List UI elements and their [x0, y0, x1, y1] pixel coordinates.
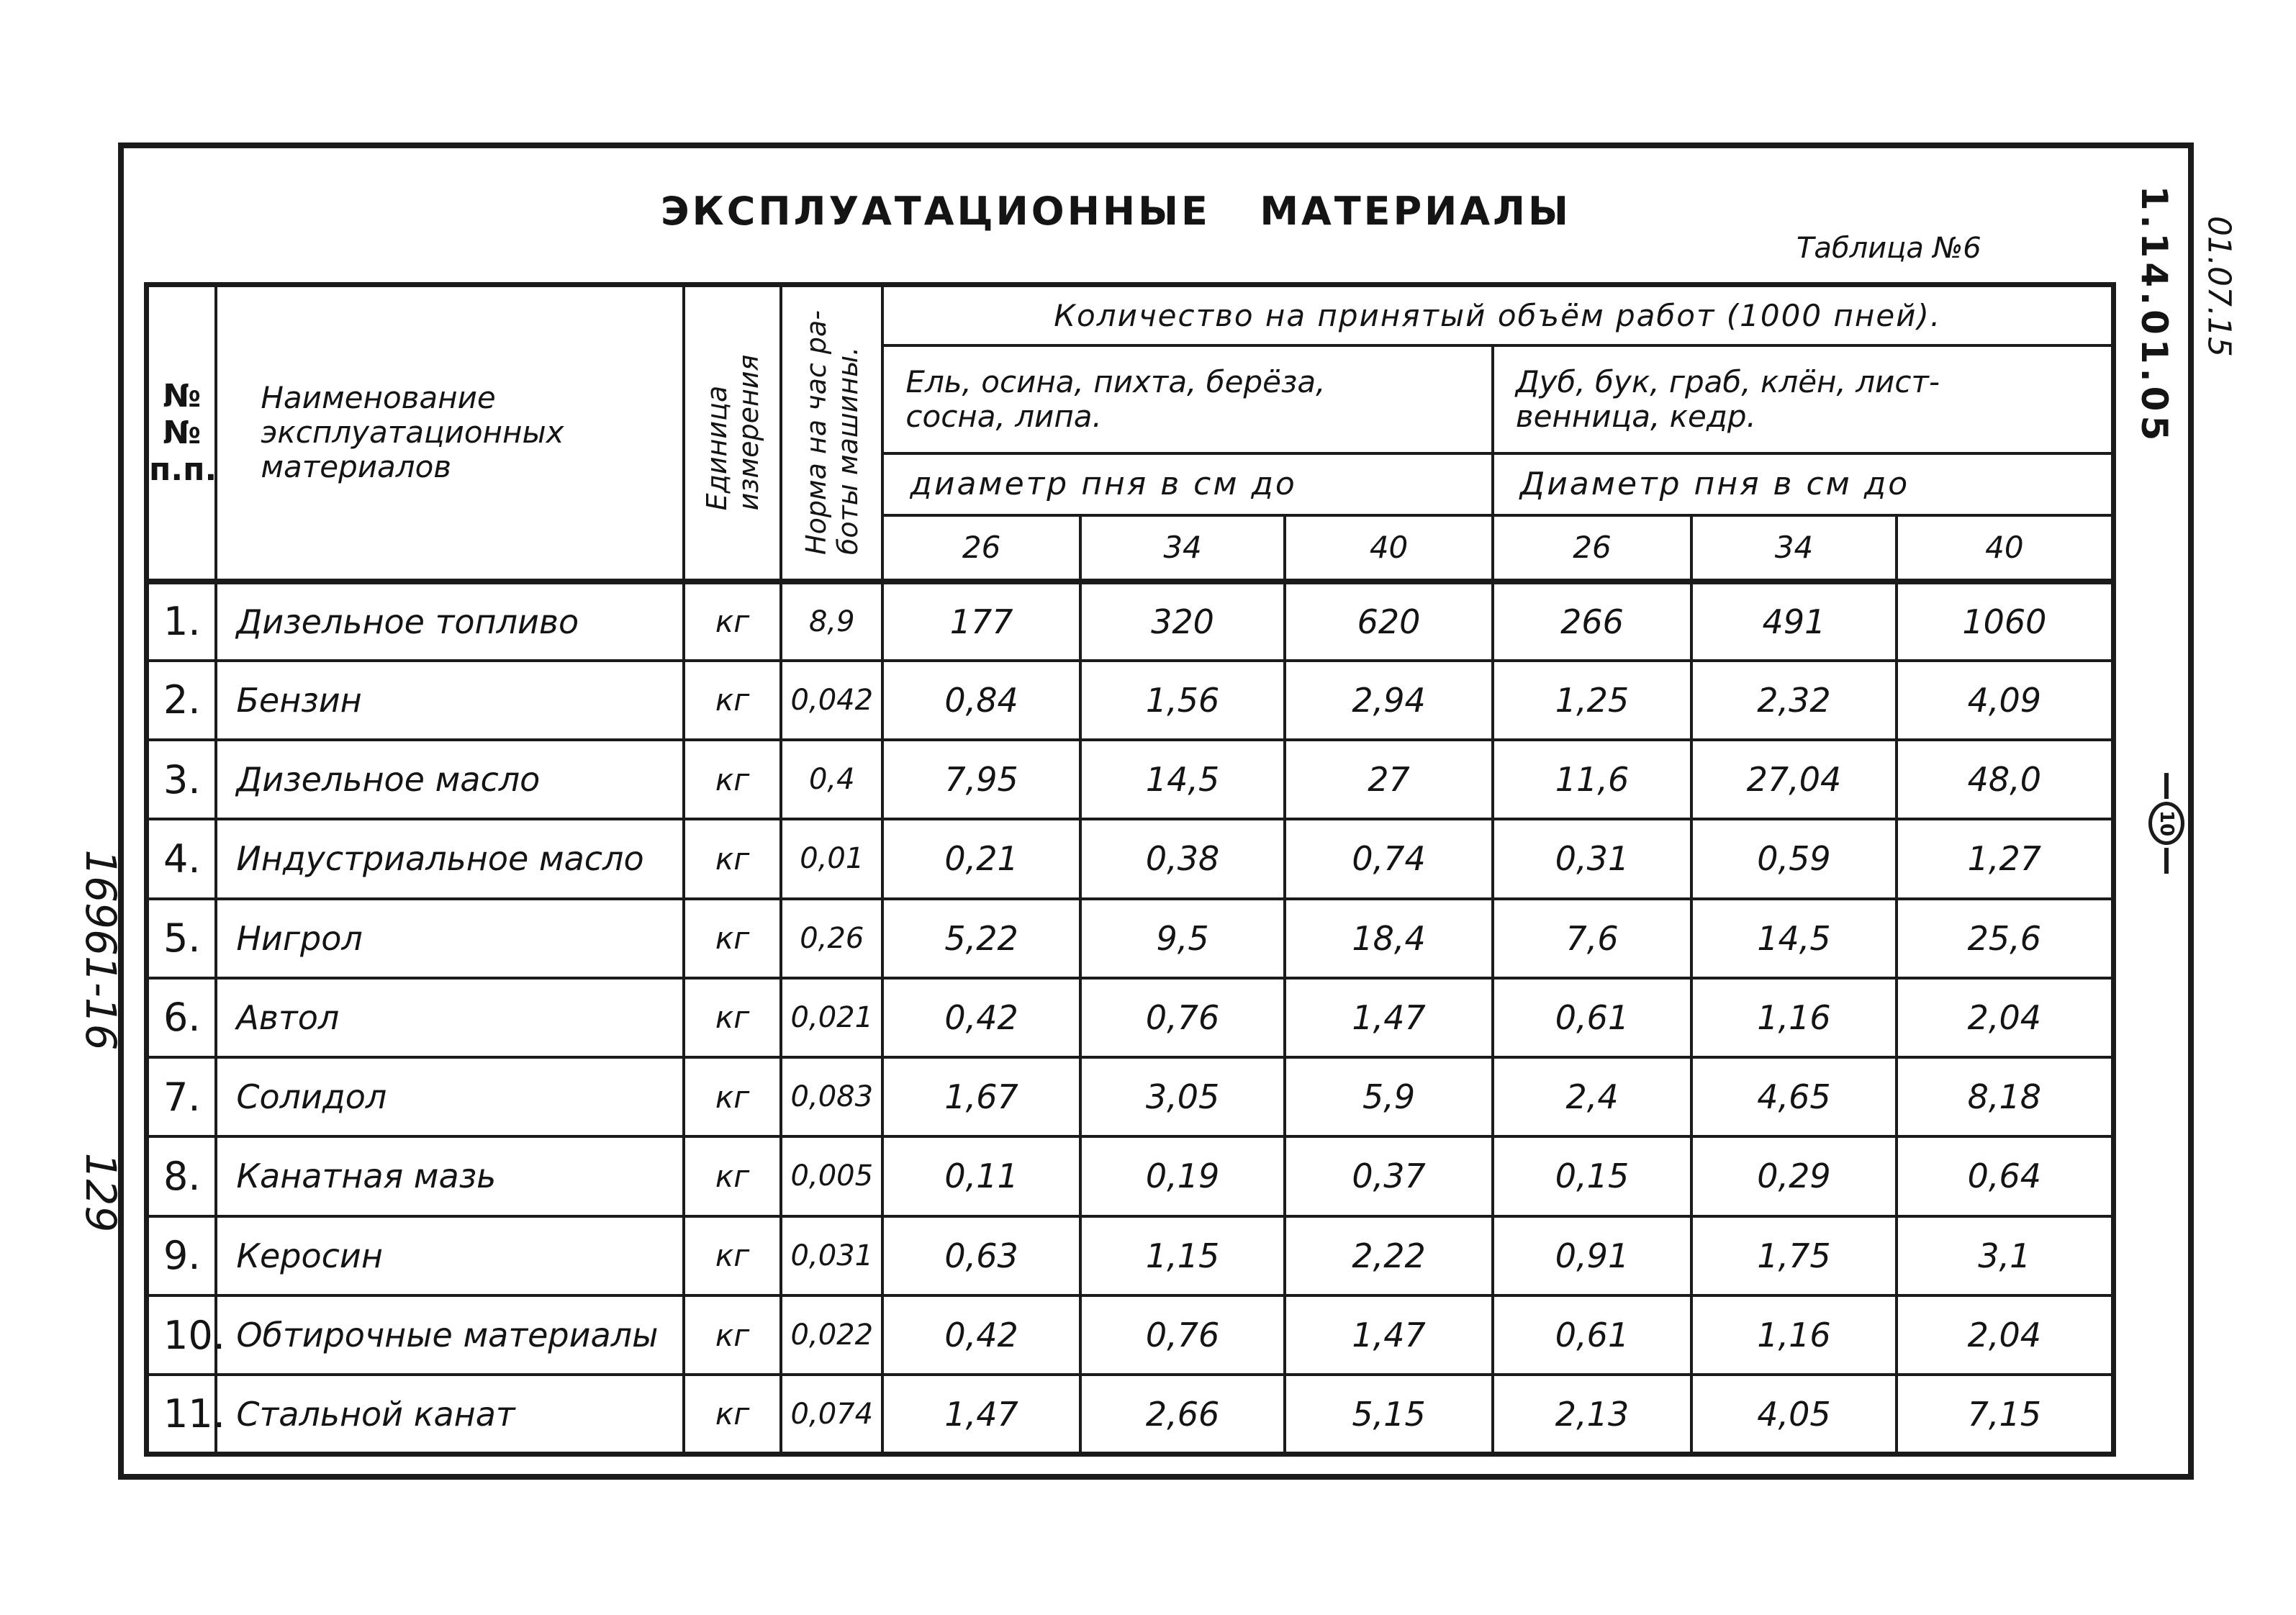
unit-cell: кг	[684, 819, 781, 898]
document-date	[2194, 186, 2244, 387]
unit-cell: кг	[684, 661, 781, 740]
table-row	[147, 582, 2114, 661]
material-name: Солидол	[216, 1057, 684, 1136]
quantity-cell: 0,31	[1493, 819, 1691, 898]
table-row	[147, 1136, 2114, 1216]
quantity-cell: 18,4	[1285, 899, 1493, 978]
quantity-cell: 2,4	[1493, 1057, 1691, 1136]
table-label: Таблица №6	[1796, 232, 1981, 265]
document-code	[2129, 186, 2179, 445]
quantity-cell: 1,16	[1691, 978, 1896, 1057]
quantity-cell: 0,42	[882, 1295, 1080, 1375]
quantity-cell: 14,5	[1691, 899, 1896, 978]
quantity-cell: 177	[882, 582, 1080, 661]
quantity-cell: 3,05	[1080, 1057, 1285, 1136]
unit-cell: кг	[684, 1136, 781, 1216]
document-title: ЭКСПЛУАТАЦИОННЫЕ МАТЕРИАЛЫ	[661, 189, 1571, 234]
norm-cell: 0,4	[781, 740, 882, 819]
header-unit	[684, 285, 781, 582]
norm-cell: 0,083	[781, 1057, 882, 1136]
quantity-cell: 0,59	[1691, 819, 1896, 898]
sheet-mark-line-top	[2164, 773, 2169, 799]
quantity-cell: 4,09	[1897, 661, 2114, 740]
table-row	[147, 978, 2114, 1057]
row-number: 8.	[147, 1136, 217, 1216]
norm-cell: 0,042	[781, 661, 882, 740]
quantity-cell: 2,94	[1285, 661, 1493, 740]
quantity-cell: 48,0	[1897, 740, 2114, 819]
material-name: Автол	[216, 978, 684, 1057]
sheet-mark-circle	[2148, 802, 2184, 845]
sheet-mark-line-bottom	[2164, 848, 2169, 874]
header-diameter-softwood: диаметр пня в см до	[882, 453, 1492, 515]
quantity-cell: 5,9	[1285, 1057, 1493, 1136]
unit-cell: кг	[684, 899, 781, 978]
table-row	[147, 1057, 2114, 1136]
unit-cell: кг	[684, 1375, 781, 1454]
norm-cell: 0,01	[781, 819, 882, 898]
quantity-cell: 7,6	[1493, 899, 1691, 978]
table-row	[147, 899, 2114, 978]
table-row	[147, 661, 2114, 740]
quantity-cell: 2,22	[1285, 1216, 1493, 1295]
header-number: №№ п.п.	[147, 285, 217, 582]
norm-cell: 0,021	[781, 978, 882, 1057]
quantity-cell: 0,63	[882, 1216, 1080, 1295]
material-name: Керосин	[216, 1216, 684, 1295]
row-number: 4.	[147, 819, 217, 898]
header-diameter-col: 34	[1080, 515, 1285, 582]
quantity-cell: 1,67	[882, 1057, 1080, 1136]
norm-cell: 0,074	[781, 1375, 882, 1454]
header-diameter-col: 34	[1691, 515, 1896, 582]
table-row	[147, 740, 2114, 819]
quantity-cell: 1,27	[1897, 819, 2114, 898]
row-number: 11.	[147, 1375, 217, 1454]
unit-cell: кг	[684, 1295, 781, 1375]
header-unit-text: Единица измерения	[700, 354, 764, 511]
norm-cell: 0,26	[781, 899, 882, 978]
quantity-cell: 2,66	[1080, 1375, 1285, 1454]
unit-cell: кг	[684, 1216, 781, 1295]
quantity-cell: 27	[1285, 740, 1493, 819]
quantity-cell: 1,56	[1080, 661, 1285, 740]
quantity-cell: 1,47	[1285, 1295, 1493, 1375]
header-norm	[781, 285, 882, 582]
material-name: Стальной канат	[216, 1375, 684, 1454]
quantity-cell: 2,32	[1691, 661, 1896, 740]
quantity-cell: 2,13	[1493, 1375, 1691, 1454]
norm-cell: 0,005	[781, 1136, 882, 1216]
quantity-cell: 5,15	[1285, 1375, 1493, 1454]
unit-cell: кг	[684, 1057, 781, 1136]
norm-cell: 0,031	[781, 1216, 882, 1295]
material-name: Дизельное топливо	[216, 582, 684, 661]
material-name: Индустриальное масло	[216, 819, 684, 898]
quantity-cell: 491	[1691, 582, 1896, 661]
quantity-cell: 0,84	[882, 661, 1080, 740]
header-diameter-col: 26	[882, 515, 1080, 582]
quantity-cell: 320	[1080, 582, 1285, 661]
materials-table	[144, 282, 2116, 1457]
row-number: 3.	[147, 740, 217, 819]
quantity-cell: 0,76	[1080, 978, 1285, 1057]
row-number: 1.	[147, 582, 217, 661]
document-date-text: 01.07.15	[2200, 216, 2238, 357]
quantity-cell: 25,6	[1897, 899, 2114, 978]
quantity-cell: 0,74	[1285, 819, 1493, 898]
row-number: 7.	[147, 1057, 217, 1136]
quantity-cell: 1,25	[1493, 661, 1691, 740]
quantity-cell: 0,64	[1897, 1136, 2114, 1216]
quantity-cell: 1,47	[882, 1375, 1080, 1454]
page-number	[65, 1139, 137, 1247]
table-row	[147, 1375, 2114, 1454]
quantity-cell: 7,95	[882, 740, 1080, 819]
document-code-text: 1.14.01.05	[2133, 185, 2175, 445]
quantity-cell: 0,37	[1285, 1136, 1493, 1216]
quantity-cell: 2,04	[1897, 978, 2114, 1057]
quantity-cell: 5,22	[882, 899, 1080, 978]
header-diameter-col: 40	[1285, 515, 1493, 582]
material-name: Дизельное масло	[216, 740, 684, 819]
header-diameter-hardwood: Диаметр пня в см до	[1493, 453, 2114, 515]
header-group-softwood: Ель, осина, пихта, берёза, сосна, липа.	[882, 345, 1492, 453]
row-number: 9.	[147, 1216, 217, 1295]
quantity-cell: 8,18	[1897, 1057, 2114, 1136]
quantity-cell: 0,15	[1493, 1136, 1691, 1216]
quantity-cell: 0,19	[1080, 1136, 1285, 1216]
quantity-cell: 1,75	[1691, 1216, 1896, 1295]
quantity-cell: 0,61	[1493, 1295, 1691, 1375]
header-diameter-col: 26	[1493, 515, 1691, 582]
quantity-cell: 1060	[1897, 582, 2114, 661]
quantity-cell: 620	[1285, 582, 1493, 661]
header-norm-text: Норма на час ра- боты машины.	[800, 310, 864, 556]
row-number: 10.	[147, 1295, 217, 1375]
quantity-cell: 0,91	[1493, 1216, 1691, 1295]
quantity-cell: 1,47	[1285, 978, 1493, 1057]
quantity-cell: 4,65	[1691, 1057, 1896, 1136]
quantity-cell: 11,6	[1493, 740, 1691, 819]
table-row	[147, 1216, 2114, 1295]
row-number: 5.	[147, 899, 217, 978]
quantity-cell: 1,16	[1691, 1295, 1896, 1375]
material-name: Канатная мазь	[216, 1136, 684, 1216]
quantity-cell: 0,76	[1080, 1295, 1285, 1375]
quantity-cell: 1,15	[1080, 1216, 1285, 1295]
quantity-cell: 7,15	[1897, 1375, 2114, 1454]
quantity-cell: 0,42	[882, 978, 1080, 1057]
quantity-cell: 0,38	[1080, 819, 1285, 898]
table-row	[147, 819, 2114, 898]
sheet-number: 10	[2156, 810, 2177, 837]
quantity-cell: 27,04	[1691, 740, 1896, 819]
page-number-text: 129	[76, 1152, 125, 1233]
header-diameter-col: 40	[1897, 515, 2114, 582]
table-row	[147, 1295, 2114, 1375]
norm-cell: 0,022	[781, 1295, 882, 1375]
sheet-number-mark	[2145, 773, 2188, 874]
quantity-cell: 4,05	[1691, 1375, 1896, 1454]
quantity-cell: 14,5	[1080, 740, 1285, 819]
quantity-cell: 266	[1493, 582, 1691, 661]
left-margin-code-text: 16961-16	[76, 849, 125, 1051]
unit-cell: кг	[684, 978, 781, 1057]
material-name: Нигрол	[216, 899, 684, 978]
norm-cell: 8,9	[781, 582, 882, 661]
quantity-cell: 3,1	[1897, 1216, 2114, 1295]
quantity-cell: 0,11	[882, 1136, 1080, 1216]
quantity-cell: 9,5	[1080, 899, 1285, 978]
header-material-name: Наименование эксплуатационных материалов	[216, 285, 684, 582]
quantity-cell: 0,29	[1691, 1136, 1896, 1216]
material-name: Обтирочные материалы	[216, 1295, 684, 1375]
quantity-cell: 0,21	[882, 819, 1080, 898]
unit-cell: кг	[684, 582, 781, 661]
row-number: 6.	[147, 978, 217, 1057]
row-number: 2.	[147, 661, 217, 740]
header-quantity: Количество на принятый объём работ (1000 пней).	[882, 285, 2113, 345]
materials-table-body	[147, 582, 2114, 1455]
unit-cell: кг	[684, 740, 781, 819]
header-group-hardwood: Дуб, бук, граб, клён, лист- венница, кедр.	[1493, 345, 2114, 453]
quantity-cell: 2,04	[1897, 1295, 2114, 1375]
material-name: Бензин	[216, 661, 684, 740]
quantity-cell: 0,61	[1493, 978, 1691, 1057]
left-margin-code	[65, 806, 137, 1094]
